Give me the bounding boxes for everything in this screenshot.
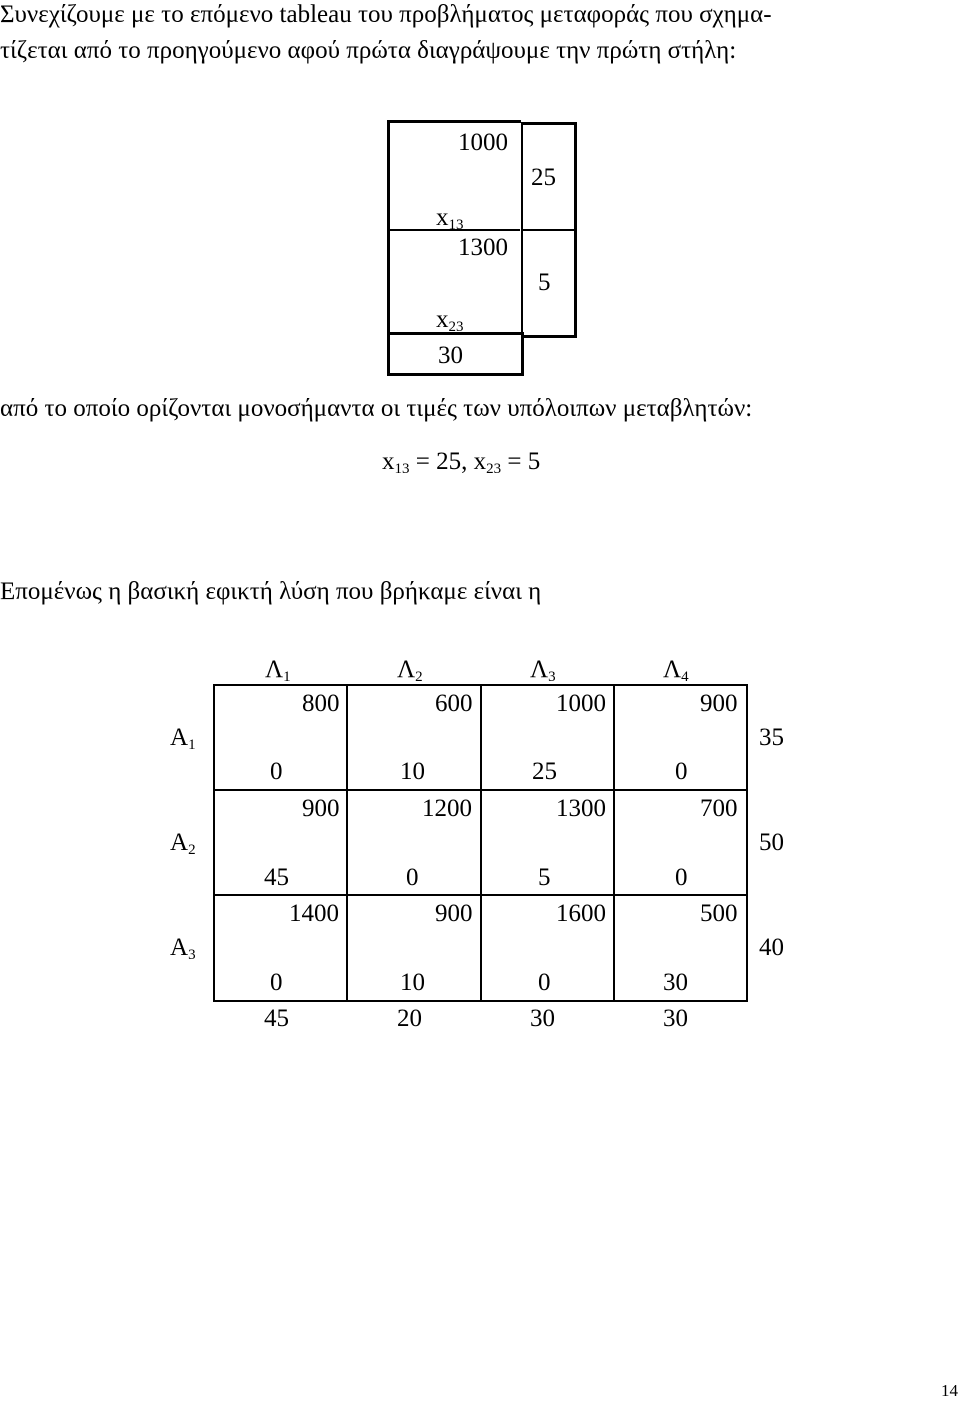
small-tableau-supply-divider [521,229,575,231]
value-cell: 30 [663,969,688,996]
row-header: $A_1$ [170,724,196,753]
small-demand: 30 [438,342,463,369]
small-supply-top: 25 [531,164,556,191]
value-cell: 10 [400,758,425,785]
big-col-divider [480,684,482,1000]
conclusion-text: Επομένως η βασική εφικτή λύση που βρήκαμε είναι η [0,578,542,605]
big-col-divider [346,684,348,1000]
value-cell: 10 [400,969,425,996]
determination-text: από το οποίο ορίζονται μονοσήμαντα οι τιμές των υπόλοιπων μεταβλητών: [0,395,753,422]
cost-cell: 1300 [556,795,606,822]
intro-line-2: τίζεται από το προηγούμενο αφού πρώτα διαγράψουμε την πρώτη στήλη: [0,37,737,64]
small-tableau-demand-underline [387,373,521,375]
cost-cell: 600 [435,690,473,717]
row-header: $A_3$ [170,934,196,963]
cost-cell: 900 [435,900,473,927]
col-header: $\Lambda_3$ [530,656,556,685]
supply-cell: 40 [759,934,784,961]
small-var-top: $x_{13}$ [436,204,464,233]
big-row-divider [213,894,746,896]
supply-cell: 50 [759,829,784,856]
cost-cell: 1600 [556,900,606,927]
value-cell: 5 [538,864,551,891]
small-var-bottom: $x_{23}$ [436,306,464,335]
demand-cell: 20 [397,1005,422,1032]
cost-cell: 900 [700,690,738,717]
cost-cell: 800 [302,690,340,717]
value-cell: 0 [406,864,419,891]
solution-equation: $x_{13} = 25$, $x_{23} = 5$ [382,448,541,477]
value-cell: 0 [270,969,283,996]
intro-line-1: Συνεχίζουμε με το επόμενο tableau του προβλήματος μεταφοράς που σχημα- [0,1,772,28]
page-number: 14 [941,1381,958,1400]
small-cost-top: 1000 [458,129,508,156]
cost-cell: 500 [700,900,738,927]
demand-cell: 45 [264,1005,289,1032]
cost-cell: 1000 [556,690,606,717]
cost-cell: 900 [302,795,340,822]
row-header: $A_2$ [170,829,196,858]
demand-cell: 30 [663,1005,688,1032]
cost-cell: 1200 [422,795,472,822]
big-col-divider [613,684,615,1000]
value-cell: 0 [538,969,551,996]
value-cell: 0 [675,758,688,785]
small-supply-bottom: 5 [538,269,551,296]
col-header: $\Lambda_4$ [663,656,689,685]
value-cell: 25 [532,758,557,785]
value-cell: 45 [264,864,289,891]
value-cell: 0 [675,864,688,891]
cost-cell: 1400 [289,900,339,927]
big-row-divider [213,789,746,791]
cost-cell: 700 [700,795,738,822]
supply-cell: 35 [759,724,784,751]
col-header: $\Lambda_2$ [397,656,423,685]
value-cell: 0 [270,758,283,785]
demand-cell: 30 [530,1005,555,1032]
small-cost-bottom: 1300 [458,234,508,261]
col-header: $\Lambda_1$ [265,656,291,685]
